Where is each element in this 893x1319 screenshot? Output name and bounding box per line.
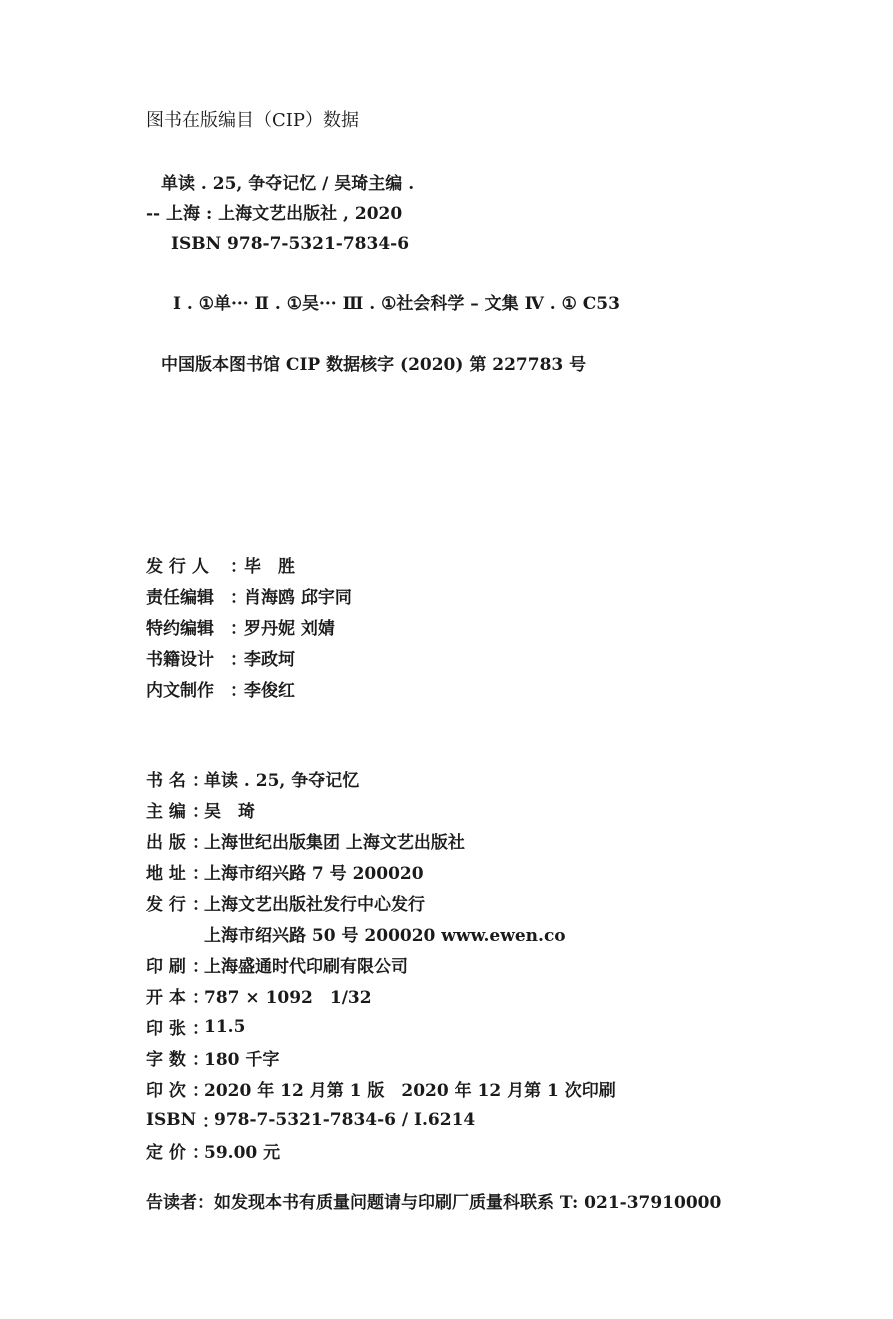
cip-isbn-line: ISBN 978-7-5321-7834-6	[171, 234, 410, 254]
staff-value: 李俊红	[244, 681, 295, 701]
cip-book-title-line: 单读 . 25, 争夺记忆 / 吴琦主编 .	[161, 174, 415, 194]
separator: ：	[197, 1193, 214, 1213]
separator: ：	[230, 681, 247, 701]
cip-approval-number: 中国版本图书馆 CIP 数据核字 (2020) 第 227783 号	[161, 355, 587, 375]
staff-row	[146, 580, 352, 611]
info-row	[146, 949, 616, 980]
staff-label: 发 行 人	[146, 557, 209, 577]
separator: ：	[192, 1019, 209, 1039]
cip-title: 图书在版编目（CIP）数据	[146, 110, 359, 131]
staff-list	[146, 549, 352, 704]
staff-value: 罗丹妮 刘婧	[244, 619, 335, 639]
info-value: 978-7-5321-7834-6 / I.6214	[214, 1109, 476, 1130]
separator: ：	[192, 771, 209, 791]
info-label: 书 名	[146, 771, 186, 791]
staff-label: 内文制作	[146, 681, 214, 701]
cip-classification: Ⅰ . ①单··· Ⅱ . ①吴··· Ⅲ . ①社会科学 – 文集 Ⅳ . ① C53	[173, 294, 620, 314]
info-row	[146, 763, 616, 794]
separator: ：	[202, 1112, 219, 1132]
separator: ：	[230, 619, 247, 639]
separator: ：	[192, 833, 209, 853]
info-row	[146, 1042, 616, 1073]
info-label: 印 次	[146, 1081, 186, 1101]
staff-row	[146, 549, 352, 580]
info-value: 787 × 1092 1/32	[204, 988, 372, 1008]
info-label: 出 版	[146, 833, 186, 853]
separator: ：	[192, 988, 209, 1008]
info-row	[146, 918, 616, 949]
info-label: 字 数	[146, 1050, 186, 1070]
info-row	[146, 794, 616, 825]
info-row	[146, 1011, 616, 1042]
staff-row	[146, 611, 352, 642]
info-value: 11.5	[204, 1016, 246, 1037]
separator: ：	[192, 957, 209, 977]
info-value: 59.00 元	[204, 1143, 281, 1163]
separator: ：	[192, 895, 209, 915]
info-row	[146, 980, 616, 1011]
info-row	[146, 1104, 616, 1135]
info-label: ISBN	[146, 1109, 197, 1130]
notice-label: 告读者	[146, 1193, 197, 1213]
separator: ：	[230, 588, 247, 608]
staff-value: 李政坷	[244, 650, 295, 670]
info-label: 印 张	[146, 1019, 186, 1039]
publication-info	[146, 763, 616, 1166]
info-label: 开 本	[146, 988, 186, 1008]
info-label: 地 址	[146, 864, 186, 884]
separator: ：	[230, 557, 247, 577]
info-label: 定 价	[146, 1143, 186, 1163]
info-value: 上海盛通时代印刷有限公司	[204, 957, 408, 977]
staff-value: 肖海鸥 邱宇同	[244, 588, 352, 608]
staff-label: 书籍设计	[146, 650, 214, 670]
info-value: 单读 . 25, 争夺记忆	[204, 771, 360, 791]
reader-notice	[146, 1191, 721, 1215]
notice-text: 如发现本书有质量问题请与印刷厂质量科联系 T: 021-37910000	[214, 1193, 722, 1213]
info-label: 主 编	[146, 802, 186, 822]
staff-row	[146, 673, 352, 704]
info-label: 印 刷	[146, 957, 186, 977]
info-value: 2020 年 12 月第 1 版 2020 年 12 月第 1 次印刷	[204, 1081, 616, 1101]
staff-row	[146, 642, 352, 673]
info-row	[146, 825, 616, 856]
info-row	[146, 1135, 616, 1166]
info-value: 上海世纪出版集团 上海文艺出版社	[204, 833, 465, 853]
info-row	[146, 856, 616, 887]
info-label: 发 行	[146, 895, 186, 915]
separator: ：	[192, 1050, 209, 1070]
info-value: 上海市绍兴路 7 号 200020	[204, 864, 424, 884]
cip-publisher-line: -- 上海 : 上海文艺出版社 , 2020	[146, 204, 403, 224]
separator: ：	[192, 1081, 209, 1101]
separator: ：	[192, 802, 209, 822]
separator: ：	[192, 864, 209, 884]
staff-label: 责任编辑	[146, 588, 214, 608]
info-value: 上海文艺出版社发行中心发行	[204, 895, 425, 915]
info-value: 180 千字	[204, 1050, 280, 1070]
separator: ：	[192, 1143, 209, 1163]
staff-label: 特约编辑	[146, 619, 214, 639]
info-row	[146, 1073, 616, 1104]
info-value: 上海市绍兴路 50 号 200020 www.ewen.co	[204, 926, 566, 946]
info-row	[146, 887, 616, 918]
info-value: 吴 琦	[204, 802, 255, 822]
staff-value: 毕 胜	[244, 557, 295, 577]
separator: ：	[230, 650, 247, 670]
